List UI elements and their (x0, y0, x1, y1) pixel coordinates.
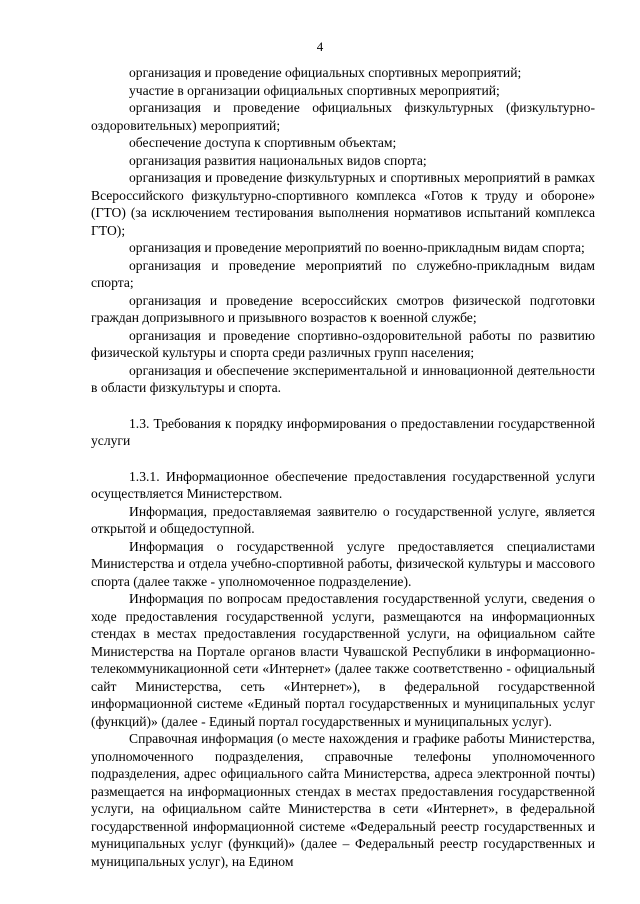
paragraph-info-stands: Информация по вопросам предоставления государственной услуги, сведения о ходе предоставления государственной услуги, размещаются на информационных стендах в местах предоставления государственной услуги, на официальном сайте Министерства на Портале органов власти Чувашской Республики в информационно-телекоммуникационной сети «Интернет» (далее также соответственно - официальный сайт Министерства, сеть «Интернет»), в федеральной государственной информационной системе «Единый портал государственных и муниципальных услуг (функций)» (далее - Единый портал государственных и муниципальных услуг). (91, 591, 595, 729)
list-item-national-sports: организация развития национальных видов спорта; (129, 152, 427, 168)
paragraph-specialists: Информация о государственной услуге предоставляется специалистами Министерства и отдела учебно-спортивной работы, физической культуры и массового спорта (далее также - уполномоченное подразделение). (91, 538, 595, 589)
list-item-gto: организация и проведение физкультурных и спортивных мероприятий в рамках Всероссийского физкультурно-спортивного комплекса «Готов к труду и обороне» (ГТО) (за исключением тестирования выполнения нормативов испытаний комплекса ГТО); (91, 170, 595, 238)
list-item-sports-facilities: обеспечение доступа к спортивным объектам; (129, 135, 397, 150)
list-item-preconscription: организация и проведение всероссийских смотров физической подготовки граждан допризывного и призывного возрастов к военной службе; (91, 292, 595, 325)
paragraph-reference-info: Справочная информация (о месте нахождения и графике работы Министерства, уполномоченного подразделения, справочные телефоны уполномоченного подразделения, адрес официального сайта Министерства, адреса электронной почты) размещается на информационных стендах в местах предоставления государственной услуги, на официальном сайте Министерства в сети «Интернет», в федеральной государственной информационной системе «Федеральный реестр государственных и муниципальных услуг (функций)» (далее – Федеральный реестр государственных и муниципальных услуг), на Едином (91, 731, 595, 869)
list-item-service-applied: организация и проведение мероприятий по служебно-прикладным видам спорта; (91, 257, 595, 290)
section-heading-1-3: 1.3. Требования к порядку информирования о предоставлении государственной услуги (91, 415, 595, 448)
list-item-official-events: организация и проведение официальных спортивных мероприятий; (129, 65, 522, 80)
list-item-fitness-events: организация и проведение официальных физкультурных (физкультурно-оздоровительных) мероприятий; (91, 100, 595, 133)
paragraph-1-3-1: 1.3.1. Информационное обеспечение предоставления государственной услуги осуществляется Министерством. (91, 468, 595, 501)
paragraph-open-info: Информация, предоставляемая заявителю о государственной услуге, является открытой и общедоступной. (91, 503, 595, 536)
list-item-participation: участие в организации официальных спортивных мероприятий; (129, 82, 500, 98)
document-body (91, 64, 595, 870)
list-item-health-work: организация и проведение спортивно-оздоровительной работы по развитию физической культуры и спорта среди различных групп населения; (91, 327, 595, 360)
list-item-military-applied: организация и проведение мероприятий по военно-прикладным видам спорта; (129, 240, 585, 255)
list-item-innovation: организация и обеспечение экспериментальной и инновационной деятельности в области физкультуры и спорта. (91, 362, 595, 395)
page-number: 4 (316, 39, 324, 54)
